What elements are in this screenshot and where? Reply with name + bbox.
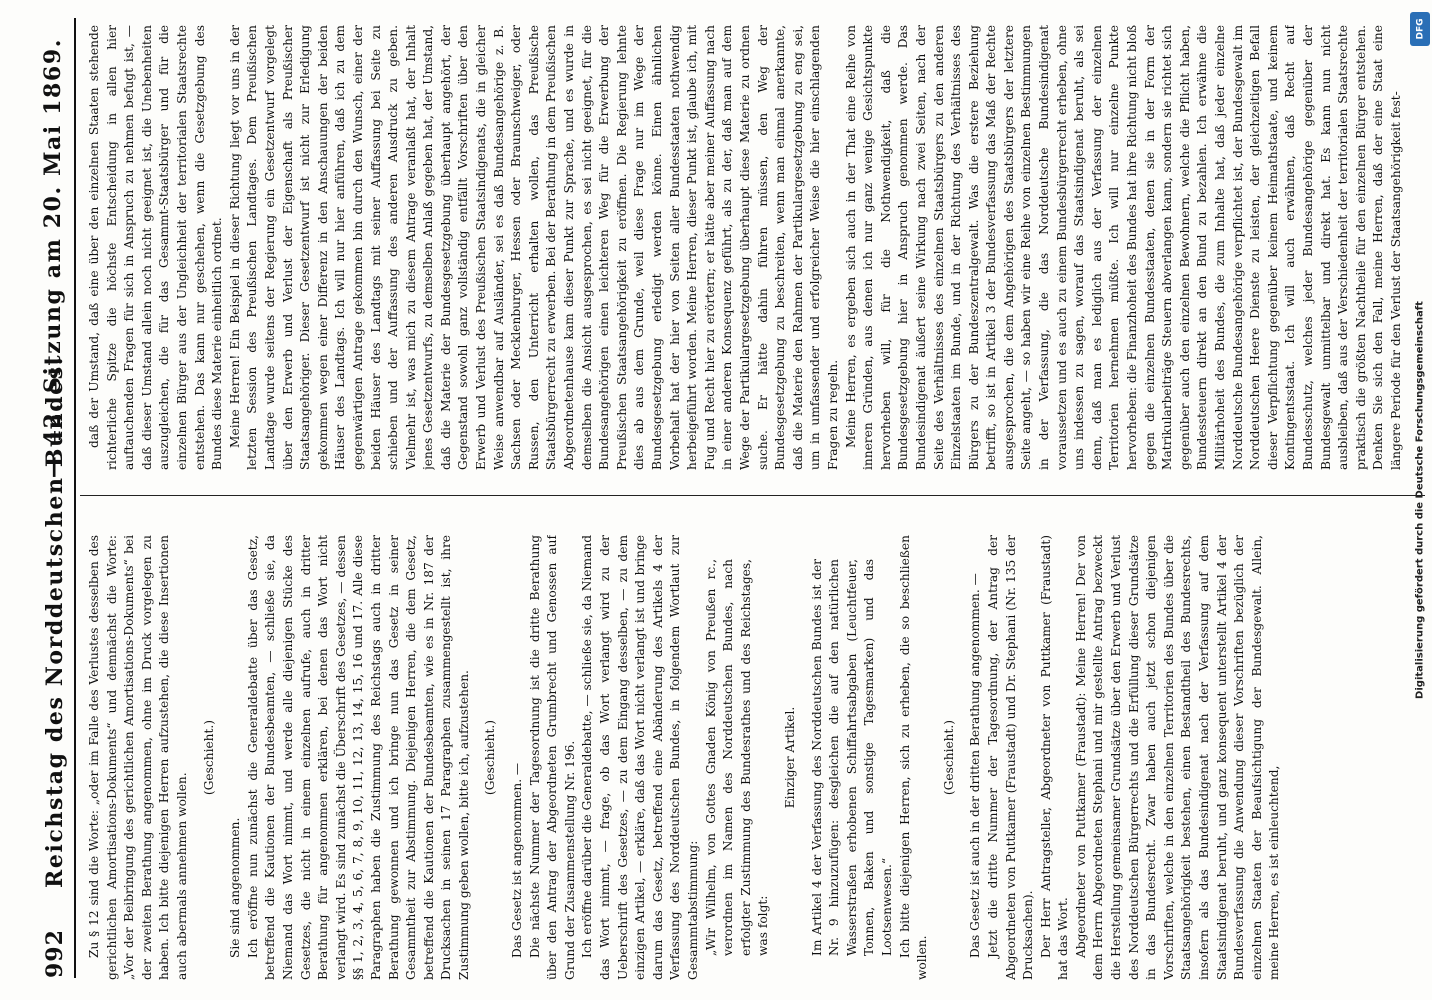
centered-note: Einziger Artikel. — [782, 706, 797, 809]
centered-note: (Geschieht.) — [201, 719, 216, 796]
right-text-column — [86, 25, 1416, 470]
paragraph: Ich eröffne nun zunächst die Generaldebatte über das Gesetz, betreffend die Kautionen der Bundesbeamten, — schließe sie, da Niemand das Wort nimmt, und werde alle diejenigen Stücke des Gesetzes, die nicht in einem einzelnen aufrufe, auch in dritter Berathung für angenommen erklären, bei denen das Wort nicht verlangt wird. Es sind zunächst die Überschrift des Gesetzes, — dessen §§ 1, 2, 3, 4, 5, 6, 7, 8, 9, 10, 11, 12, 13, 14, 15, 16 und 17. Alle diese Paragraphen haben die Zustimmung des Reichstags auch in dritter Berathung gewonnen und ich bringe nun das Gesetz in seiner Gesammtheit zur Abstimmung. Diejenigen Herren, die dem Gesetz, betreffend die Kautionen der Bundesbeamten, wie es in Nr. 187 der Drucksachen in seinen 17 Paragraphen zusammengestellt ist, ihre Zustimmung geben wollen, bitte ich, aufzustehen. — [245, 535, 471, 980]
digitization-credit-strip — [1408, 0, 1432, 1000]
paragraph: Abgeordneter von Puttkamer (Fraustadt): Meine Herren! Der von dem Herrn Abgeordneten Stephani und mir gestellte Antrag bezweckt die Herstellung gemeinsamer Grundsätze über den Erwerb und Verlust des Norddeutschen Bürgerrechts und die Erfüllung dieser Grundsätze in das Bundesrecht. Zwar haben auch jetzt schon diejenigen Vorschriften, welche in den einzelnen Territorien des Bundes über die Staatsangehörigkeit bestehen, einen Bestandtheil des Bundesrechts, insofern als das Bundesindigenat nach der Verfassung auf dem Staatsindigenat beruht, und ganz konsequent unterstellt Artikel 4 der Bundesverfassung die Anwendung dieser Vorschriften bezüglich der einzelnen Staaten der Beaufsichtigung der Bundesgewalt. Allein, meine Herren, es ist einleuchtend, — [1073, 535, 1282, 980]
quoted-text: Im Artikel 4 der Verfassung des Norddeutschen Bundes ist der Nr. 9 hinzuzufügen: desgleichen die auf den natürlichen Wasserstraßen erhobenen Schiffahrtsabgaben (Leuchtfeuer, Tonnen, Baken und sonstige Tagesmarken) und das Lootsenwesen.“ — [809, 559, 894, 956]
paragraph: Jetzt die dritte Nummer der Tagesordnung, der Antrag der Abgeordneten von Puttkamer (Fraustadt) und Dr. Stephani (Nr. 135 der Drucksachen). — [985, 535, 1036, 980]
paragraph: Das Gesetz ist angenommen. — — [510, 762, 525, 958]
paragraph: Ich bitte diejenigen Herren, sich zu erheben, die so beschließen wollen. — [897, 535, 930, 980]
page-number: 992 — [42, 929, 68, 978]
paragraph: Die nächste Nummer der Tagesordnung ist die dritte Berathung über den Antrag der Abgeordneten Grumbrecht und Genossen auf Grund der Zusammenstellung Nr. 196. — [527, 535, 577, 980]
paragraph: Meine Herren, es ergeben sich auch in der That eine Reihe von inneren Gründen, aus denen ich nur ganz wenige Gesichtspunkte hervorheben will, für die Nothwendigkeit, daß die Bundesgesetzgebung hier in Anspruch genommen werde. Das Bundesindigenat äußert seine Wirkung nach zwei Seiten, nach der Seite des Verhältnisses des einzelnen Staatsbürgers zu den anderen Einzelstaaten im Bunde, und in der Richtung des Verhältnisses des Bürgers zu der Bundeszentralgewalt. Was die erstere Beziehung betrifft, so ist in Artikel 3 der Bundesverfassung das Maß der Rechte ausgesprochen, die dem Angehörigen des Staatsbürgers der letztere Seite angeht, — so haben wir eine Reihe von einzelnen Bestimmungen in der Verfassung, die das Norddeutsche Bundesindigenat voraussetzen und es auch zu einem Bundesbürgerrecht erheben, ohne uns indessen zu sagen, worauf das Staatsindigenat beruht, als sei denn, daß man es lediglich aus der Verfassung der einzelnen Territorien hernehmen müßte. Ich will nur einzelne Punkte hervorheben: die Finanzhoheit des Bundes hat ihre Richtung nicht bloß gegen die einzelnen Bundesstaaten, denen sie in der Form der Matrikularbeiträge Steuern abverlangen kann, sondern sie richtet sich gegenüber auch den einzelnen Bewohnern, welche die Pflicht haben, Bundessteuern direkt an den Bund zu bezahlen. Ich erwähne die Militärhoheit des Bundes, die zum Inhalte hat, daß jeder einzelne Norddeutsche Bundesangehörige verpflichtet ist, der Bundesgewalt im Norddeutschen Heere Dienste zu leisten, der gleichzeitigen Befall dieser Verpflichtung gegenüber keinem Heimathstaate, und keinem Kontingentsstaat. Ich will auch erwähnen, daß Recht auf Bundesschutz, welches jeder Bundesangehörige gegenüber der Bundesgewalt unmittelbar und direkt hat. Es kann nun nicht ausbleiben, daß aus der Verschiedenheit der territorialen Staatsrechte praktisch die größten Nachtheile für den einzelnen Bürger entstehen. Denken Sie sich den Fall, meine Herren, daß der eine Staat eine längere Periode für den Verlust der Staatsangehörigkeit fest- — [843, 25, 1403, 470]
centered-note: (Geschieht.) — [483, 719, 498, 796]
paragraph: Ich eröffne darüber die Generaldebatte, — schließe sie, da Niemand das Wort nimmt, — frage, ob das Wort verlangt wird zu der Ueberschrift des Gesetzes, — zu dem Eingang desselben, — zu dem einzigen Artikel, — erkläre, daß das Wort nicht verlangt ist und bringe darum das Gesetz, betreffend eine Abänderung des Artikels 4 der Verfassung des Norddeutschen Bundes, in folgendem Wortlaut zur Gesammtabstimmung: — [580, 535, 700, 980]
centered-note: (Geschieht.) — [941, 719, 956, 796]
paragraph: Zu § 12 sind die Worte: „oder im Falle des Verlustes desselben des gerichtlichen Amortisations-Dokuments“ und demnächst die Worte: „Vor der Beibringung des gerichtlichen Amortisations-Dokuments“ bei der zweiten Berathung angenommen, ohne im Druck vorgelegen zu haben. Ich bitte diejenigen Herren aufzustehen, die diese Insertionen auch abermals annehmen wollen. — [87, 535, 189, 980]
dfg-logo: DFG — [1410, 12, 1430, 46]
paragraph: Das Gesetz ist auch in der dritten Berathung angenommen. — — [968, 573, 983, 958]
quoted-text: „Wir Wilhelm, von Gottes Gnaden König von Preußen rc., verordnen im Namen des Norddeutschen Bundes, nach erfolgter Zustimmung des Bundesrathes und des Reichstages, was folgt: — [703, 559, 771, 956]
paragraph: daß der Umstand, daß eine über den einzelnen Staaten stehende richterliche Spitze die höchste Entscheidung in allen hier auftauchenden Fragen für sich in Anspruch zu nehmen befugt ist, — daß dieser Umstand allein noch nicht geeignet ist, die Unebenheiten auszugleichen, die für das Gesammt-Staatsbürger und für die einzelnen Bürger aus der Ungleichheit der territorialen Staatsrechte entstehen. Das kann nur geschehen, wenn die Gesetzgebung des Bundes diese Materie einheitlich ordnet. — [87, 25, 225, 470]
running-header — [40, 18, 76, 978]
paragraph: Meine Herren! Ein Beispiel in dieser Richtung liegt vor uns in der letzten Session des Preußischen Landtages. Dem Preußischen Landtage wurde seitens der Regierung ein Gesetzentwurf vorgelegt über den Erwerb und Verlust der Eigenschaft als Preußischer Staatsangehöriger. Dieser Gesetzentwurf ist nicht zur Erledigung gekommen wegen einer Differenz in den Anschauungen der beiden Häuser des Landtags. Ich will nur hier anführen, daß ich zu dem gegenwärtigen Antrage gekommen bin durch den Wunsch, einer der beiden Häuser des Landtags mit seiner Auffassung bei Seite zu schieben und der Auffassung des anderen Ausdruck zu geben. Vielmehr ist, was mich zu diesem Antrage veranlaßt hat, der Inhalt jenes Gesetzentwurfs, zu demselben Anlaß gegeben hat, der Umstand, daß die Materie der Bundesgesetzgebung überhaupt angehört, der Gegenstand sowohl ganz vollständig entfällt Vorschriften über den Erwerb und Verlust des Preußischen Staatsindigenats, die in gleicher Weise anwendbar auf Ausländer, sei es daß Bundesangehörige z. B. Sachsen oder Mecklenburger, Hessen oder Braunschweiger, oder Russen, den Unterricht erhalten wollen, das Preußische Staatsbürgerrecht zu erwerben. Bei der Berathung in dem Preußischen Abgeordnetenhause kam dieser Punkt zur Sprache, und es wurde in demselben die Ansicht ausgesprochen, es sei nicht geeignet, für die Bundesangehörigen einen leichteren Weg für die Erwerbung der Preußischen Staatsangehörigkeit zu eröffnen. Die Regierung lehnte dies ab aus dem Grunde, weil diese Frage nur im Wege der Bundesgesetzgebung erledigt werden könne. Einen ähnlichen Vorbehalt hat der hier von Seiten aller Bundesstaaten nothwendig herbeigeführt worden. Meine Herren, dieser Punkt ist, glaube ich, mit Fug und Recht hier zu erörtern; er hätte aber meiner Auffassung nach in einer anderen Konsequenz geführt, als zu der, daß man auf dem Wege der Partikulargesetzgebung überhaupt diese Materie zu ordnen suche. Er hätte dahin führen müssen, den Weg der Bundesgesetzgebung zu beschreiten, wenn man einmal anerkannte, daß die Materie den Rahmen der Partikulargesetzgebung zu eng sei, um in umfassender und erfolgreicher Weise die hier einschlagenden Fragen zu regeln. — [227, 25, 840, 470]
header-title-left: Reichstag des Norddeutschen Bundes. — [42, 355, 68, 888]
header-title-right: — 42. Sitzung am 20. Mai 1869. — [40, 38, 66, 479]
paragraph: Sie sind angenommen. — [228, 817, 243, 958]
paragraph: Der Herr Antragsteller, Abgeordneter von Puttkamer (Fraustadt) hat das Wort. — [1038, 535, 1071, 980]
column-divider — [80, 495, 1425, 496]
digitization-credit: Digitalisierung gefördert durch die Deutsche Forschungsgemeinschaft — [1414, 301, 1426, 699]
left-text-column — [86, 535, 1416, 980]
